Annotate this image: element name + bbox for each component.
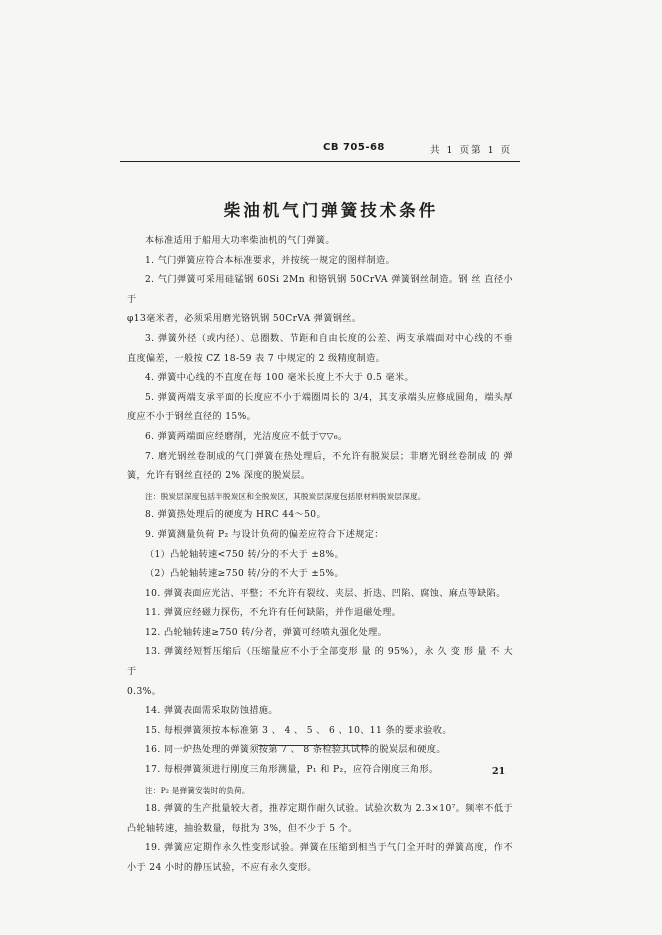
clause-4: 4. 弹簧中心线的不直度在每 100 毫米长度上不大于 0.5 毫米。 xyxy=(145,373,415,384)
clause-6: 6. 弹簧两端面应经磨削，光洁度应不低于▽▽₆。 xyxy=(145,431,348,442)
clause-18-line-1: 18. 弹簧的生产批量较大者，推荐定期作耐久试验。试验次数为 2.3×10⁷。频率不低于 xyxy=(145,804,513,815)
page-count: 共 1 页第 1 页 xyxy=(430,145,513,156)
paragraph-intro: 本标准适用于船用大功率柴油机的气门弹簧。 xyxy=(145,236,335,246)
clause-3-line-1: 3. 弹簧外径（或内径）、总圈数、节距和自由长度的公差、两支承端面对中心线的不垂 xyxy=(145,333,513,344)
clause-14: 14. 弹簧表面需采取防蚀措施。 xyxy=(145,706,278,717)
clause-16: 16. 同一炉热处理的弹簧须按第 7 、 8 条检验其试棒的脱炭层和硬度。 xyxy=(145,745,446,756)
clause-13-line-2: 0.3%。 xyxy=(127,686,162,697)
clause-19-line-1: 19. 弹簧应定期作永久性变形试验。弹簧在压缩到相当于气门全开时的弹簧高度，作不 xyxy=(145,843,513,854)
clause-2-line-2: φ13毫米者，必须采用磨光铬钒钢 50CrVA 弹簧钢丝。 xyxy=(127,314,362,325)
clause-12: 12. 凸轮轴转速≥750 转/分者，弹簧可经喷丸强化处理。 xyxy=(145,627,388,638)
clause-2-line-1: 2. 气门弹簧可采用硅锰钢 60Si 2Mn 和铬钒钢 50CrVA 弹簧钢丝制造。钢 丝 直径小于 xyxy=(127,275,513,305)
clause-17: 17. 每根弹簧须进行刚度三角形测量，P₁ 和 P₂，应符合刚度三角形。 xyxy=(145,765,439,776)
clause-5-line-2: 度应不小于钢丝直径的 15%。 xyxy=(127,412,257,423)
clause-8: 8. 弹簧热处理后的硬度为 HRC 44～50。 xyxy=(145,510,326,521)
clause-9: 9. 弹簧测量负荷 P₂ 与设计负荷的偏差应符合下述规定： xyxy=(145,529,384,540)
clause-9-item-2: （2）凸轮轴转速≥750 转/分的不大于 ±5%。 xyxy=(145,569,344,580)
clause-11: 11. 弹簧应经磁力探伤，不允许有任何缺陷，并作退磁处理。 xyxy=(145,608,402,619)
document-body xyxy=(127,232,513,879)
end-rule xyxy=(258,745,368,746)
page-number: 21 xyxy=(492,766,506,777)
clause-1: 1. 气门弹簧应符合本标准要求，并按统一规定的图样制造。 xyxy=(145,255,396,266)
clause-7-line-2: 簧，允许有钢丝直径的 2% 深度的脱炭层。 xyxy=(127,471,311,482)
clause-3-line-2: 直度偏差，一般按 CZ 18-59 表 7 中规定的 2 级精度制造。 xyxy=(127,353,386,364)
clause-18-line-2: 凸轮轴转速，抽验数量，每批为 3%，但不少于 5 个。 xyxy=(127,823,358,834)
header-rule xyxy=(120,161,520,162)
clause-19-line-2: 小于 24 小时的静压试验，不应有永久变形。 xyxy=(127,863,317,873)
clause-15: 15. 每根弹簧须按本标准第 3 、 4 、 5 、 6 、10、11 条的要求验收。 xyxy=(145,725,452,736)
note-2: 注：P₂ 是弹簧安装时的负荷。 xyxy=(145,785,250,795)
clause-7-line-1: 7. 磨光钢丝卷制成的气门弹簧在热处理后，不允许有脱炭层；非磨光钢丝卷制成 的 弹 xyxy=(145,451,513,462)
clause-13-line-1: 13. 弹簧经短暂压缩后（压缩量应不小于全部变形 量 的 95%），永 久 变 形 量 不 大 于 xyxy=(127,647,513,678)
standard-code: CB 705-68 xyxy=(323,142,385,153)
clause-5-line-1: 5. 弹簧两端支承平面的长度应不小于端圈周长的 3/4，其支承端头应修成圆角，端头厚 xyxy=(145,392,513,403)
clause-9-item-1: （1）凸轮轴转速<750 转/分的不大于 ±8%。 xyxy=(145,549,344,560)
clause-10: 10. 弹簧表面应光洁、平整；不允许有裂纹、夹层、折迭、凹陷、腐蚀、麻点等缺陷。 xyxy=(145,588,506,599)
document-title: 柴油机气门弹簧技术条件 xyxy=(223,201,439,220)
note-1: 注：脱炭层深度包括半脱炭区和全脱炭区，其脱炭层深度包括原材料脱炭层深度。 xyxy=(145,491,426,501)
